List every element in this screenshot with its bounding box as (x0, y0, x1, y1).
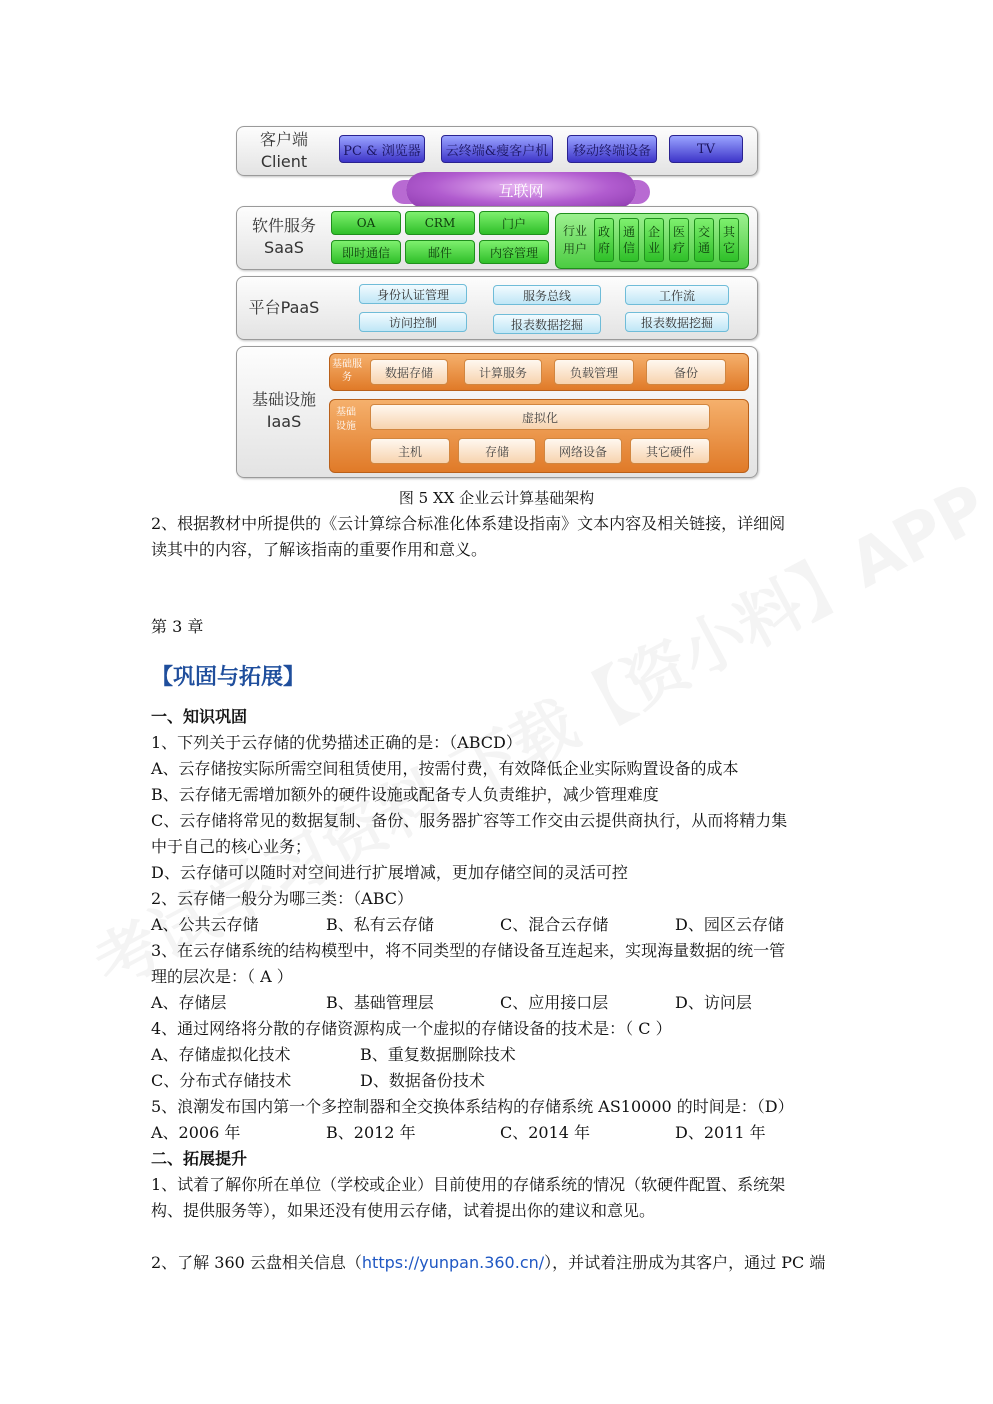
q2-option-d: D、园区云存储 (675, 915, 784, 934)
part2-title: 二、拓展提升 (151, 1149, 248, 1168)
q1-option-d: D、云存储可以随时对空间进行扩展增减，更加存储空间的灵活可控 (151, 863, 628, 882)
ext1-line2: 构、提供服务等），如果还没有使用云存储，试着提出你的建议和意见。 (151, 1201, 656, 1220)
q3-stem-line2: 理的层次是：（ A ） (151, 967, 293, 986)
iaas-title-en: IaaS (266, 412, 302, 431)
internet-cloud: 互联网 (406, 172, 636, 208)
client-layer-title (241, 129, 327, 173)
saas-content-mgmt: 内容管理 (479, 240, 549, 264)
q4-option-a: A、存储虚拟化技术 (151, 1045, 291, 1064)
saas-im: 即时通信 (331, 240, 401, 264)
q4-option-c: C、分布式存储技术 (151, 1071, 292, 1090)
paas-layer (236, 276, 758, 340)
paas-report-mining-2: 报表数据挖掘 (625, 312, 729, 332)
industry-enterprise: 企业 (644, 218, 664, 262)
industry-government: 政府 (594, 218, 614, 262)
industry-other: 其它 (719, 218, 739, 262)
saas-mail: 邮件 (405, 240, 475, 264)
saas-portal: 门户 (479, 211, 549, 235)
q5-option-d: D、2011 年 (675, 1123, 766, 1142)
iaas-title-cn: 基础设施 (251, 390, 316, 409)
saas-crm: CRM (405, 211, 475, 235)
service-load-mgmt: 负载管理 (554, 359, 634, 385)
ext2-line (151, 1250, 825, 1276)
hw-host: 主机 (370, 438, 450, 464)
para1-line2: 读其中的内容，了解该指南的重要作用和意义。 (151, 540, 488, 559)
infrastructure-label: 基础设施 (336, 407, 356, 432)
q3-stem-line1: 3、在云存储系统的结构模型中，将不同类型的存储设备互连起来，实现海量数据的统一管 (151, 941, 786, 960)
client-tv: TV (669, 135, 743, 163)
paas-identity-mgmt: 身份认证管理 (359, 284, 467, 304)
yunpan-link[interactable]: https://yunpan.360.cn/ (361, 1253, 545, 1272)
q3-option-b: B、基础管理层 (326, 993, 434, 1012)
saas-title-cn: 软件服务 (251, 216, 316, 235)
client-layer (236, 126, 758, 176)
q2-stem: 2、云存储一般分为哪三类：（ABC） (151, 889, 414, 908)
virtualization: 虚拟化 (370, 404, 710, 430)
part1-title: 一、知识巩固 (151, 707, 248, 726)
q1-option-b: B、云存储无需增加额外的硬件设施或配备专人负责维护，减少管理难度 (151, 785, 659, 804)
base-service-label: 基础服务 (332, 359, 362, 383)
ext2-suffix: ），并试着注册成为其客户，通过 PC 端 (544, 1253, 826, 1272)
industry-medical: 医疗 (669, 218, 689, 262)
q1-option-c-line1: C、云存储将常见的数据复制、备份、服务器扩容等工作交由云提供商执行，从而将精力集 (151, 811, 788, 830)
q3-option-a: A、存储层 (151, 993, 227, 1012)
iaas-layer (236, 346, 758, 478)
hw-other: 其它硬件 (630, 438, 710, 464)
client-title-en: Client (260, 152, 308, 171)
service-compute: 计算服务 (464, 359, 542, 385)
para1-line1: 2、根据教材中所提供的《云计算综合标准化体系建设指南》文本内容及相关链接，详细阅 (151, 514, 786, 533)
iaas-layer-title (241, 389, 327, 433)
q2-option-a: A、公共云存储 (151, 915, 259, 934)
industry-transport: 交通 (694, 218, 714, 262)
cloud-architecture-diagram (236, 126, 758, 478)
section-title: 【巩固与拓展】 (151, 665, 306, 690)
client-mobile-device: 移动终端设备 (567, 135, 657, 163)
paas-report-mining-1: 报表数据挖掘 (493, 314, 601, 334)
paas-title: 平台PaaS (248, 298, 320, 317)
q3-option-d: D、访问层 (675, 993, 752, 1012)
q1-option-c-line2: 中于自己的核心业务； (151, 837, 312, 856)
saas-layer-title (241, 215, 327, 259)
saas-layer (236, 206, 758, 270)
hw-storage: 存储 (458, 438, 536, 464)
q4-option-b: B、重复数据删除技术 (360, 1045, 516, 1064)
base-service-band (329, 353, 749, 391)
service-data-storage: 数据存储 (370, 359, 448, 385)
infrastructure-band (329, 399, 749, 473)
industry-telecom: 通信 (619, 218, 639, 262)
ext1-line1: 1、试着了解你所在单位（学校或企业）目前使用的存储系统的情况（软硬件配置、系统架 (151, 1175, 786, 1194)
paas-access-control: 访问控制 (359, 312, 467, 332)
q5-option-a: A、2006 年 (151, 1123, 241, 1142)
figure-caption: 图 5 XX 企业云计算基础架构 (398, 489, 595, 507)
q5-stem: 5、浪潮发布国内第一个多控制器和全交换体系结构的存储系统 AS10000 的时间是：（D） (151, 1097, 794, 1116)
q4-stem: 4、通过网络将分散的存储资源构成一个虚拟的存储设备的技术是：（ C ） (151, 1019, 672, 1038)
paas-workflow: 工作流 (625, 285, 729, 305)
ext2-prefix: 2、了解 360 云盘相关信息（ (151, 1253, 362, 1272)
q2-option-b: B、私有云存储 (326, 915, 434, 934)
q5-option-b: B、2012 年 (326, 1123, 416, 1142)
q4-option-d: D、数据备份技术 (360, 1071, 485, 1090)
hw-network: 网络设备 (544, 438, 622, 464)
industry-users-box (555, 213, 749, 269)
client-thin-terminal: 云终端&瘦客户机 (441, 135, 553, 163)
saas-oa: OA (331, 211, 401, 235)
q5-option-c: C、2014 年 (500, 1123, 591, 1142)
q1-option-a: A、云存储按实际所需空间租赁使用，按需付费，有效降低企业实际购置设备的成本 (151, 759, 739, 778)
industry-users-label: 行业用户 (562, 224, 587, 256)
service-backup: 备份 (646, 359, 726, 385)
client-pc-browser: PC & 浏览器 (339, 135, 425, 163)
paas-service-bus: 服务总线 (493, 285, 601, 305)
q2-option-c: C、混合云存储 (500, 915, 609, 934)
chapter-title: 第 3 章 (151, 617, 204, 636)
q3-option-c: C、应用接口层 (500, 993, 609, 1012)
client-title-cn: 客户端 (259, 130, 308, 149)
q1-stem: 1、下列关于云存储的优势描述正确的是：（ABCD） (151, 733, 522, 752)
saas-title-en: SaaS (264, 238, 304, 257)
